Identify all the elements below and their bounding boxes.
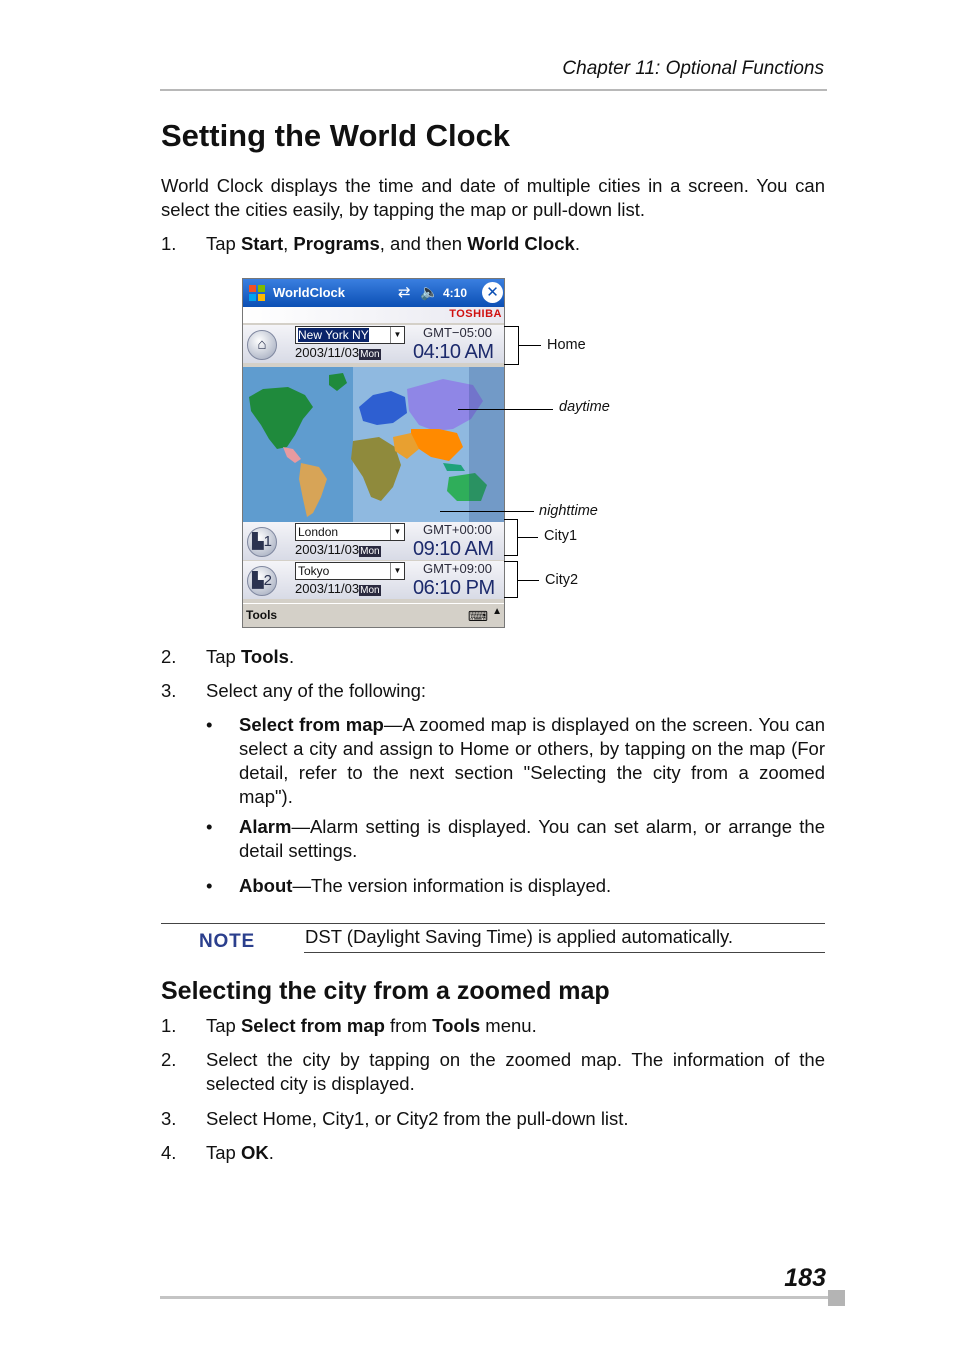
city2-icon[interactable]: ▙2	[247, 566, 277, 596]
note-top-rule	[161, 923, 825, 924]
brand-bar	[243, 307, 505, 323]
bullet-dot: •	[206, 816, 213, 837]
daytime-callout: daytime	[559, 399, 610, 415]
home-icon[interactable]: ⌂	[247, 330, 277, 360]
bullet-dot: •	[206, 714, 213, 735]
speaker-icon[interactable]: 🔈	[420, 284, 439, 301]
windows-start-icon[interactable]	[246, 282, 268, 304]
step-text: Select the city by tapping on the zoomed map. The information of the selected city is displayed.	[206, 1049, 825, 1094]
menu-bar	[243, 603, 505, 628]
world-map[interactable]	[243, 367, 505, 523]
step-text: Tap OK.	[206, 1142, 274, 1163]
city1-date: 2003/11/03Mon	[295, 542, 380, 557]
page-title: Setting the World Clock	[161, 118, 511, 153]
home-callout: Home	[547, 337, 586, 353]
city2-time: 06:10 PM	[413, 577, 495, 599]
callout-line	[518, 537, 538, 538]
step-number: 1.	[161, 1015, 177, 1036]
city1-gmt: GMT+00:00	[423, 522, 493, 537]
intro-paragraph: World Clock displays the time and date of multiple cities in a screen. You can select the cities easily, by tapping the map or pull-down list.	[161, 175, 825, 220]
step-number: 4.	[161, 1142, 177, 1163]
city2-gmt: GMT+09:00	[423, 561, 493, 576]
callout-line	[518, 580, 539, 581]
page-number: 183	[784, 1264, 826, 1292]
callout-bracket	[504, 364, 519, 365]
footer-rule	[160, 1296, 828, 1299]
city2-callout: City2	[545, 572, 579, 588]
section-heading: Selecting the city from a zoomed map	[161, 977, 610, 1005]
step-text: Tap Tools.	[206, 646, 295, 667]
title-bar	[243, 279, 505, 307]
input-arrow-icon[interactable]: ▲	[492, 606, 502, 617]
home-row	[243, 325, 505, 363]
callout-bracket	[504, 555, 518, 556]
app-title: WorldClock	[273, 285, 345, 300]
step-text: Tap Start, Programs, and then World Clock.	[206, 233, 580, 254]
city1-row	[243, 522, 505, 560]
step-number: 1.	[161, 233, 177, 254]
note-bottom-rule	[304, 952, 825, 953]
step-text: Select Home, City1, or City2 from the pull-down list.	[206, 1108, 629, 1129]
home-time: 04:10 AM	[413, 341, 494, 363]
step-text: Select any of the following:	[206, 680, 427, 701]
city2-select[interactable]: Tokyo ▼	[295, 562, 405, 580]
connectivity-icon[interactable]: ⇄	[398, 284, 411, 301]
note-text: DST (Daylight Saving Time) is applied automatically.	[305, 926, 734, 947]
keyboard-icon[interactable]: ⌨	[467, 608, 488, 624]
worldclock-screenshot	[242, 278, 505, 628]
callout-line	[458, 409, 553, 410]
step-number: 3.	[161, 680, 177, 701]
tools-menu[interactable]: Tools	[246, 608, 278, 622]
bullet-text: About—The version information is displayed.	[239, 875, 612, 896]
city2-date: 2003/11/03Mon	[295, 581, 380, 596]
city1-time: 09:10 AM	[413, 538, 494, 560]
bullet-dot: •	[206, 875, 213, 896]
callout-bracket	[504, 597, 518, 598]
city1-select[interactable]: London ▼	[295, 523, 405, 541]
city1-callout: City1	[544, 528, 578, 544]
brand-logo: TOSHIBA	[449, 308, 502, 320]
chapter-header: Chapter 11: Optional Functions	[562, 58, 824, 79]
header-rule	[160, 89, 827, 91]
chevron-down-icon[interactable]: ▼	[390, 327, 404, 343]
callout-bracket	[504, 519, 518, 520]
note-label: NOTE	[199, 931, 255, 952]
nighttime-callout: nighttime	[539, 503, 598, 519]
callout-bracket	[504, 326, 519, 327]
step-number: 2.	[161, 646, 177, 667]
callout-bracket	[504, 561, 518, 562]
home-city-select[interactable]: New York NY ▼	[295, 326, 405, 344]
chevron-down-icon[interactable]: ▼	[390, 524, 404, 540]
system-clock[interactable]: 4:10	[443, 286, 468, 300]
home-gmt: GMT−05:00	[423, 325, 493, 340]
bullet-text: Alarm—Alarm setting is displayed. You can set alarm, or arrange the detail settings.	[239, 816, 825, 861]
step-text: Tap Select from map from Tools menu.	[206, 1015, 537, 1036]
home-date: 2003/11/03Mon	[295, 345, 380, 360]
chevron-down-icon[interactable]: ▼	[390, 563, 404, 579]
callout-line	[519, 345, 541, 346]
footer-marker	[828, 1290, 845, 1306]
city2-row	[243, 561, 505, 599]
close-icon[interactable]: ✕	[482, 282, 503, 303]
callout-line	[440, 511, 534, 512]
step-number: 2.	[161, 1049, 177, 1070]
bullet-text: Select from map—A zoomed map is displayed on the screen. You can select a city and assign to Home or others, by tapping on the map (For detail, refer to the next section "Selecting the city from a zoomed map").	[239, 714, 825, 807]
city1-icon[interactable]: ▙1	[247, 527, 277, 557]
step-number: 3.	[161, 1108, 177, 1129]
